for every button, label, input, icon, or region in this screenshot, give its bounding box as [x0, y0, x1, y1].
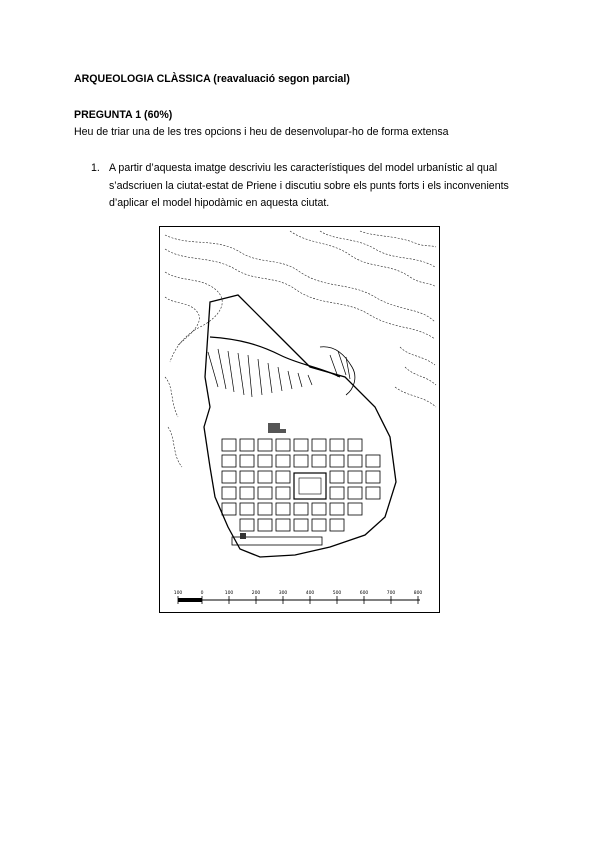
question-heading: PREGUNTA 1 (60%) [74, 109, 173, 121]
city-wall [204, 295, 396, 557]
list-item-number: 1. [91, 162, 100, 174]
question-text-line: s’adscriuen la ciutat-estat de Priene i discutiu sobre els punts forts i els inconvenients [109, 180, 509, 192]
instructions-text: Heu de triar una de les tres opcions i heu de desenvolupar-ho de forma extensa [74, 126, 449, 138]
question-text-line: d’aplicar el model hipodàmic en aquesta ciutat. [109, 197, 330, 209]
city-plan-drawing [160, 227, 439, 612]
contour-lines [165, 231, 436, 467]
scale-label: 800 [413, 591, 423, 596]
temple-of-athena [268, 423, 280, 433]
scale-bar [174, 590, 423, 604]
priene-city-plan-figure [159, 226, 440, 613]
scale-label: 600 [359, 591, 369, 596]
scale-label: 100 [173, 591, 183, 596]
scale-label: 400 [305, 591, 315, 596]
acropolis-hatching [208, 337, 355, 397]
scale-label: 500 [332, 591, 342, 596]
question-text-line: A partir d’aquesta imatge descriviu les característiques del model urbanístic al qual [109, 162, 498, 174]
scale-label: 700 [386, 591, 396, 596]
scale-label: 100 [224, 591, 234, 596]
scale-label: 200 [251, 591, 261, 596]
scale-label: 0 [200, 591, 204, 596]
document-title: ARQUEOLOGIA CLÀSSICA (reavaluació segon parcial) [74, 73, 350, 85]
scale-label: 300 [278, 591, 288, 596]
